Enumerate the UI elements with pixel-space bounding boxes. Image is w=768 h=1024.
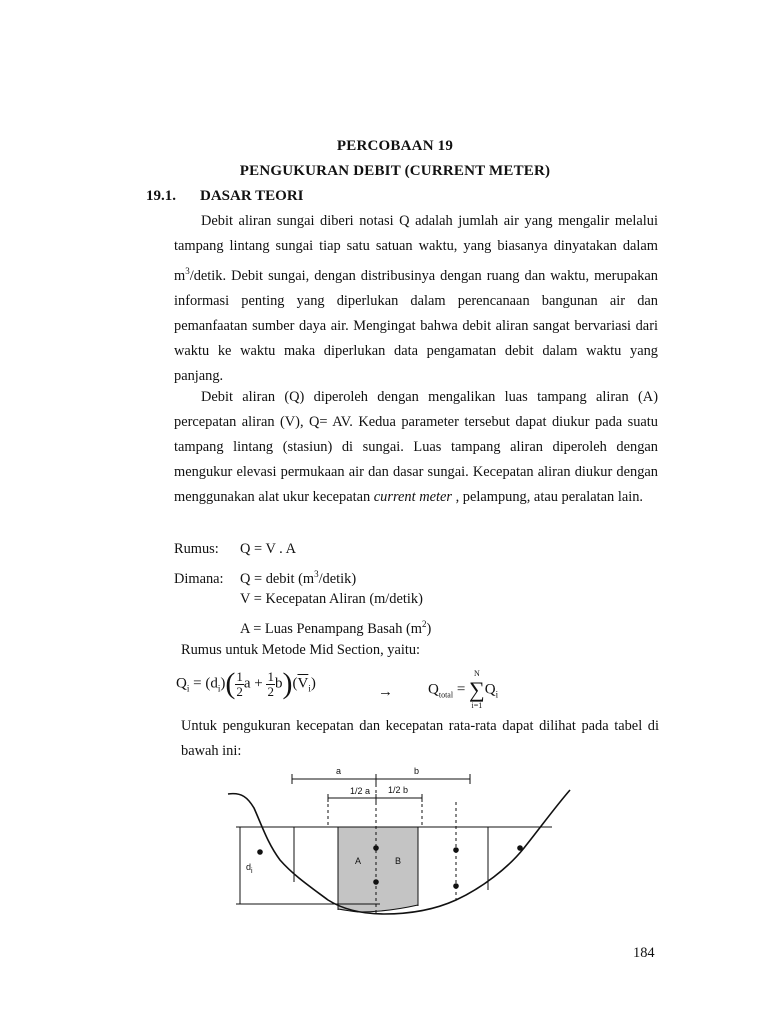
table-intro-text: Untuk pengukuran kecepatan dan kecepatan rata-rata dapat dilihat pada tabel di bawah ini: bbox=[181, 718, 659, 759]
paragraph-1 bbox=[174, 209, 658, 389]
d-symbol: d bbox=[210, 675, 218, 692]
measurement-point bbox=[373, 879, 379, 885]
dimana-label: Dimana: bbox=[174, 570, 224, 587]
half-fraction bbox=[266, 670, 275, 699]
arrow: → bbox=[378, 684, 393, 700]
label-half-b: 1/2 b bbox=[388, 785, 409, 795]
paragraph-1-text-b: /detik. Debit sungai, dengan distribusinya dengan ruang dan waktu, merupakan informasi penting yang diperlukan dalam perencanaan bangunan air dan pemanfaatan sumber daya air. Mengingat bahwa debit aliran sangat bervariasi dari waktu ke waktu maka diperlukan data pengamatan debit dalam waktu yang panjang. bbox=[174, 267, 658, 384]
half-fraction bbox=[235, 670, 244, 699]
italic-term: current meter bbox=[373, 489, 452, 505]
q-definition bbox=[240, 571, 356, 587]
q-symbol: Q bbox=[484, 681, 496, 698]
cross-section-diagram bbox=[224, 764, 580, 920]
measurement-point bbox=[453, 847, 459, 853]
paragraph-2-text-b: , pelampung, atau peralatan lain. bbox=[452, 489, 643, 505]
measurement-point bbox=[453, 883, 459, 889]
rumus-label: Rumus: bbox=[174, 541, 219, 557]
label-b: b bbox=[414, 766, 420, 776]
mid-section-formula bbox=[172, 664, 584, 710]
a-def-text: A = Luas Penampang Basah (m bbox=[240, 620, 422, 637]
subscript: i bbox=[217, 683, 221, 694]
paragraph-1-text-a: Debit aliran sungai diberi notasi Q adalah jumlah air yang mengalir melalui tampang lintang sungai tiap satu satuan waktu, yang biasanya dinyatakan dalam m bbox=[174, 213, 658, 284]
rumus-row bbox=[174, 537, 296, 562]
measurement-point bbox=[257, 849, 263, 855]
sum-upper: N bbox=[473, 669, 480, 678]
mid-section-intro: Rumus untuk Metode Mid Section, yaitu: bbox=[181, 642, 421, 658]
subscript: i bbox=[495, 689, 499, 700]
section-number: 19.1. bbox=[146, 188, 176, 204]
denominator: 2 bbox=[236, 683, 243, 699]
q-total-formula: $Q_{total}$ = N ∑ i=1 $Q_i$ bbox=[428, 669, 499, 710]
a-symbol: a bbox=[243, 675, 251, 692]
page-number: 184 bbox=[633, 945, 655, 961]
label-half-a: 1/2 a bbox=[350, 786, 371, 796]
denominator: 2 bbox=[267, 683, 274, 699]
v-bar-symbol: $\overline{V}$ bbox=[297, 675, 309, 692]
subscript: total bbox=[438, 690, 454, 700]
superscript: 3 bbox=[185, 266, 190, 276]
paragraph-2 bbox=[174, 385, 658, 510]
label-a: a bbox=[336, 766, 342, 776]
q-def-text: Q = debit (m bbox=[240, 570, 315, 587]
subscript: i bbox=[186, 683, 190, 694]
shaded-subsection bbox=[338, 827, 418, 912]
superscript: 3 bbox=[314, 569, 319, 579]
section-title: DASAR TEORI bbox=[200, 188, 304, 204]
open-paren: ( bbox=[225, 667, 236, 700]
label-A: A bbox=[355, 856, 362, 866]
chapter-subtitle: PENGUKURAN DEBIT (CURRENT METER) bbox=[239, 163, 551, 179]
sum-lower: i=1 bbox=[471, 701, 483, 710]
close-paren: ) bbox=[282, 667, 293, 700]
chapter-title: PERCOBAAN 19 bbox=[336, 138, 454, 154]
label-d: d bbox=[246, 862, 252, 872]
numerator: 1 bbox=[267, 668, 274, 684]
section-heading bbox=[146, 188, 304, 205]
measurement-point bbox=[517, 845, 523, 851]
numerator: 1 bbox=[236, 668, 243, 684]
a-def-close: ) bbox=[426, 620, 432, 637]
sum-symbol bbox=[469, 669, 485, 711]
q-symbol: Q bbox=[176, 675, 187, 692]
label-sub-i: i bbox=[251, 868, 253, 875]
sigma: ∑ bbox=[469, 677, 485, 702]
paragraph-2-text-a: Debit aliran (Q) diperoleh dengan mengalikan luas tampang aliran (A) percepatan aliran (V), Q= AV. Kedua parameter tersebut dapat diukur pada suatu tampang lintang (stasiun) di sungai. Luas tampang aliran diperoleh dengan mengukur elevasi permukaan air dan dasar sungai. Kecepatan aliran diukur dengan menggunakan alat ukur kecepatan bbox=[174, 389, 658, 505]
q-symbol: Q bbox=[428, 681, 439, 698]
superscript: 2 bbox=[421, 619, 427, 629]
b-symbol: b bbox=[274, 675, 283, 692]
qi-formula: $Q_i = (d_i)$( $\frac{1}{2}$ a + $\frac{1}{2}$ $b)(\overline{V}_i)$ bbox=[176, 667, 316, 700]
v-definition: V = Kecepatan Aliran (m/detik) bbox=[240, 591, 423, 607]
rumus-value: Q = V . A bbox=[240, 541, 296, 557]
label-B: B bbox=[395, 856, 402, 866]
q-def-unit: /detik) bbox=[318, 570, 357, 587]
subscript: i bbox=[308, 683, 311, 694]
label-di bbox=[246, 862, 253, 875]
measurement-point bbox=[373, 845, 379, 851]
table-intro bbox=[181, 714, 659, 764]
